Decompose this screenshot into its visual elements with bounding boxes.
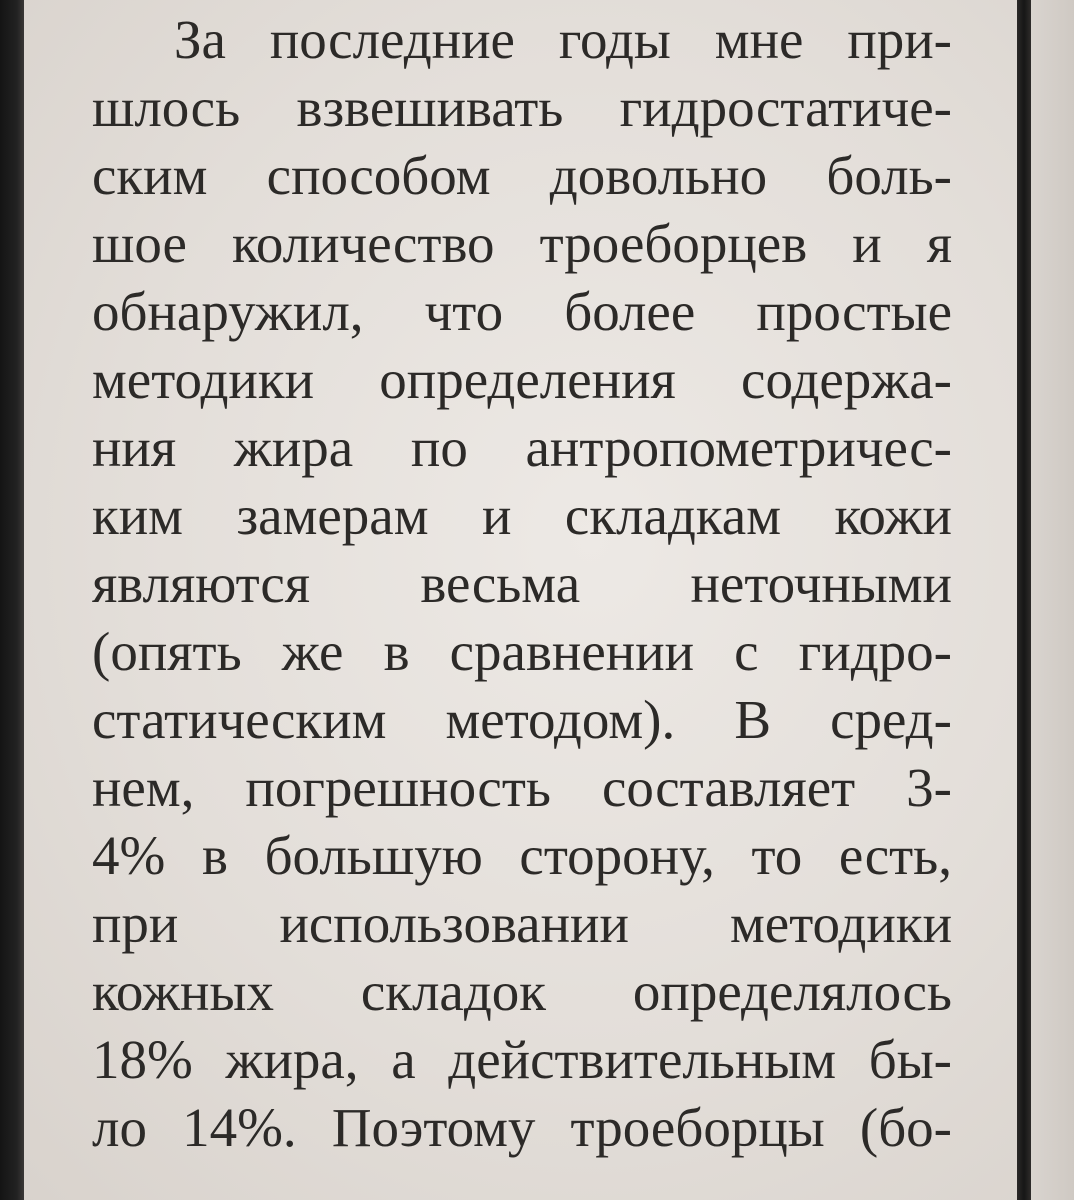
text-line: ским способом довольно боль- — [92, 145, 952, 206]
text-line: (опять же в сравнении с гидро- — [92, 621, 952, 682]
page-margin-strip — [1031, 0, 1074, 1200]
text-line: методики определения содержа- — [92, 349, 952, 410]
left-border-rule — [0, 0, 24, 1200]
text-line: ким замерам и складкам кожи — [92, 485, 952, 546]
text-line: кожных складок определялось — [92, 961, 952, 1022]
text-line: 18% жира, а действительным бы- — [92, 1029, 952, 1090]
text-line: ния жира по антропометричес- — [92, 417, 952, 478]
text-line: при использовании методики — [92, 893, 952, 954]
text-line: являются весьма неточными — [92, 553, 952, 614]
text-line: обнаружил, что более простые — [92, 281, 952, 342]
text-line: шлось взвешивать гидростатиче- — [92, 77, 952, 138]
text-line: шое количество троеборцев и я — [92, 213, 952, 274]
text-line: ло 14%. Поэтому троеборцы (бо- — [92, 1097, 952, 1158]
body-paragraph — [92, 6, 952, 1162]
right-border-rule — [1017, 0, 1031, 1200]
text-line: За последние годы мне при- — [174, 9, 952, 70]
text-line: статическим методом). В сред- — [92, 689, 952, 750]
text-line: 4% в большую сторону, то есть, — [92, 825, 952, 886]
text-line: нем, погрешность составляет 3- — [92, 757, 952, 818]
